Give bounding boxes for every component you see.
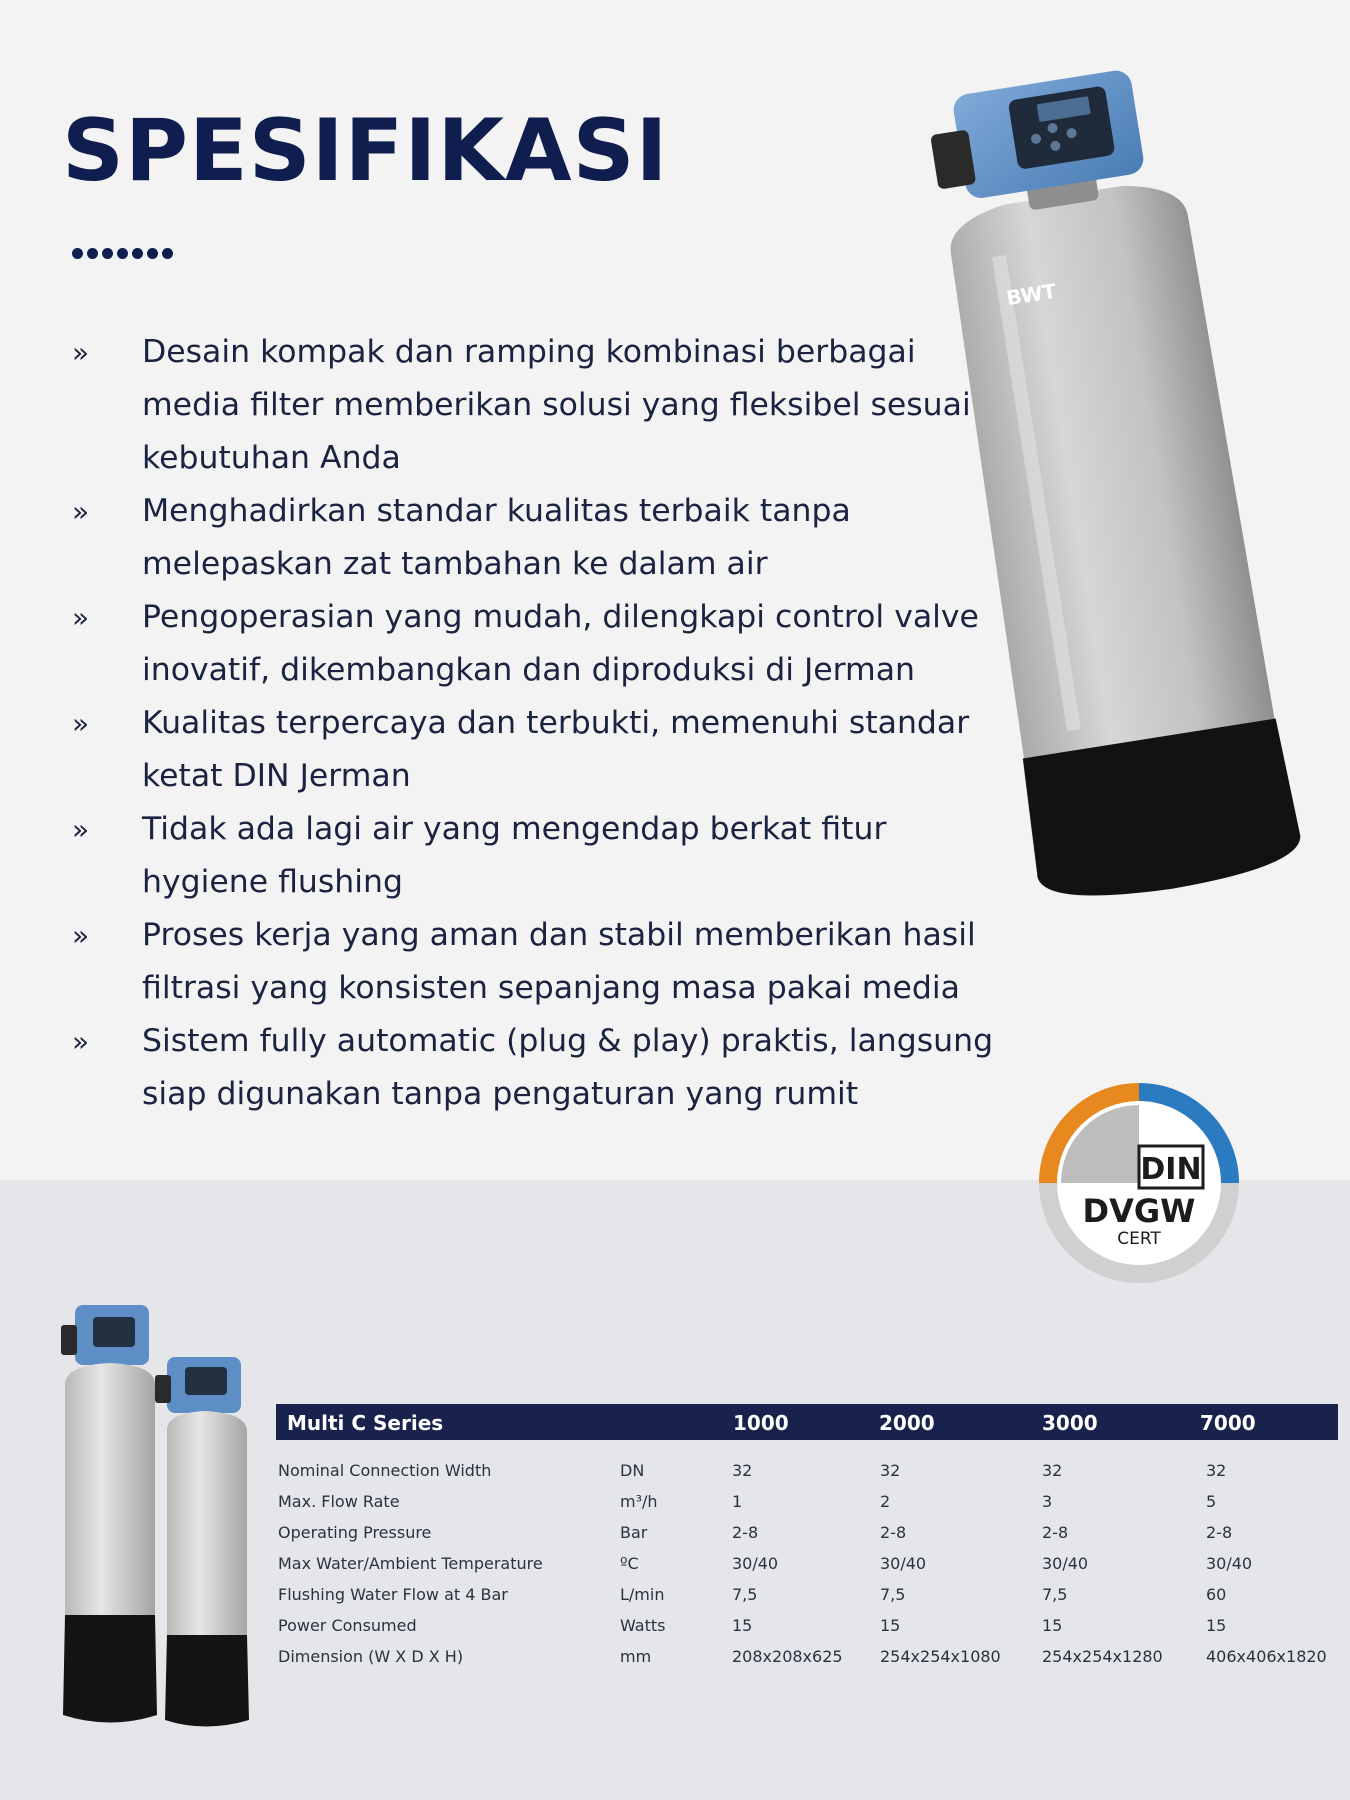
model-header: 2000 <box>879 1411 935 1435</box>
model-header: 7000 <box>1200 1411 1256 1435</box>
bullet-icon: » <box>72 336 90 369</box>
filter-tanks-small-image <box>55 1305 255 1735</box>
feature-item: » Menghadirkan standar kualitas terbaik tanpa melepaskan zat tambahan ke dalam air <box>72 485 1002 591</box>
feature-item: » Tidak ada lagi air yang mengendap berkat fitur hygiene flushing <box>72 803 1002 909</box>
feature-item: » Pengoperasian yang mudah, dilengkapi control valve inovatif, dikembangkan dan diproduksi di Jerman <box>72 591 1002 697</box>
series-name: Multi C Series <box>287 1411 444 1435</box>
din-dvgw-cert-badge <box>1034 1078 1244 1288</box>
filter-tank-image <box>920 40 1320 930</box>
bullet-icon: » <box>72 813 90 846</box>
model-header: 3000 <box>1042 1411 1098 1435</box>
table-row: Power Consumed Watts 15 15 15 15 <box>278 1616 1227 1635</box>
feature-item: » Desain kompak dan ramping kombinasi berbagai media filter memberikan solusi yang fleksibel sesuai kebutuhan Anda <box>72 326 1002 485</box>
bullet-icon: » <box>72 495 90 528</box>
table-row: Flushing Water Flow at 4 Bar L/min 7,5 7,5 7,5 60 <box>278 1585 1227 1604</box>
page-title: SPESIFIKASI <box>62 101 669 201</box>
svg-text:DIN: DIN <box>1140 1152 1202 1187</box>
spec-table-header <box>276 1404 1338 1440</box>
brand-logo: BWT <box>1004 278 1058 311</box>
table-row: Max Water/Ambient Temperature ºC 30/40 30/40 30/40 30/40 <box>278 1554 1253 1573</box>
feature-list <box>72 326 1002 1121</box>
feature-item: » Sistem fully automatic (plug & play) praktis, langsung siap digunakan tanpa pengaturan yang rumit <box>72 1015 1002 1121</box>
table-row: Nominal Connection Width DN 32 32 32 32 <box>278 1461 1227 1480</box>
feature-item: » Proses kerja yang aman dan stabil memberikan hasil filtrasi yang konsisten sepanjang masa pakai media <box>72 909 1002 1015</box>
bullet-icon: » <box>72 1025 90 1058</box>
bullet-icon: » <box>72 919 90 952</box>
table-row: Operating Pressure Bar 2-8 2-8 2-8 2-8 <box>278 1523 1233 1542</box>
table-row: Max. Flow Rate m³/h 1 2 3 5 <box>278 1492 1217 1511</box>
model-header: 1000 <box>733 1411 789 1435</box>
bullet-icon: » <box>72 601 90 634</box>
title-dots-decoration <box>72 248 173 259</box>
bullet-icon: » <box>72 707 90 740</box>
svg-text:DVGW: DVGW <box>1082 1192 1196 1230</box>
svg-text:CERT: CERT <box>1117 1229 1161 1249</box>
spec-table <box>276 1404 1338 1667</box>
table-row: Dimension (W X D X H) mm 208x208x625 254x254x1080 254x254x1280 406x406x1820 <box>278 1647 1327 1666</box>
feature-item: » Kualitas terpercaya dan terbukti, memenuhi standar ketat DIN Jerman <box>72 697 1002 803</box>
